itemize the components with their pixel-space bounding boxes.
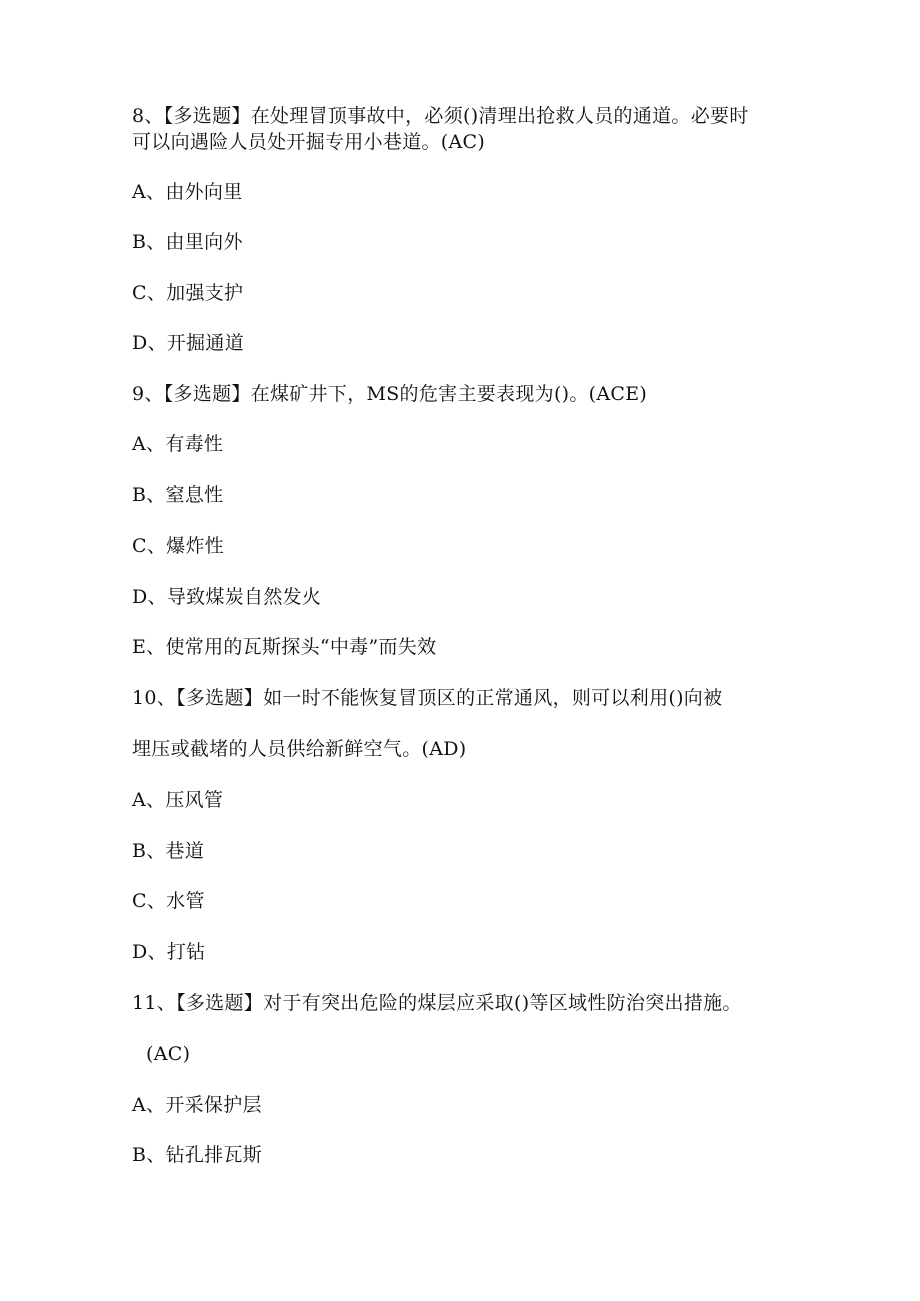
question-10-option-c: C、水管: [132, 890, 205, 912]
question-10-line-2: 埋压或截堵的人员供给新鲜空气。(AD): [132, 738, 467, 760]
question-11-option-b: B、钻孔排瓦斯: [132, 1144, 263, 1166]
question-8-option-b: B、由里向外: [132, 231, 243, 253]
question-9-option-a: A、有毒性: [132, 433, 224, 455]
question-8-option-d: D、开掘通道: [132, 332, 245, 354]
question-10-option-a: A、压风管: [132, 789, 224, 811]
question-11-line-1: 11、【多选题】对于有突出危险的煤层应采取()等区域性防治突出措施。: [132, 992, 742, 1014]
question-9-option-d: D、导致煤炭自然发火: [132, 586, 322, 608]
question-11-line-2: (AC): [146, 1043, 191, 1065]
question-9-option-e: E、使常用的瓦斯探头“中毒”而失效: [132, 636, 437, 658]
question-9-line-1: 9、【多选题】在煤矿井下，MS的危害主要表现为()。(ACE): [132, 383, 648, 405]
question-8-option-a: A、由外向里: [132, 181, 243, 203]
question-11-option-a: A、开采保护层: [132, 1094, 262, 1116]
question-10-option-b: B、巷道: [132, 840, 205, 862]
question-8-option-c: C、加强支护: [132, 282, 244, 304]
question-9-option-b: B、窒息性: [132, 484, 224, 506]
question-8-line-1: 8、【多选题】在处理冒顶事故中，必须()清理出抢救人员的通道。必要时: [132, 105, 749, 127]
question-10-line-1: 10、【多选题】如一时不能恢复冒顶区的正常通风，则可以利用()向被: [132, 687, 723, 709]
question-10-option-d: D、打钻: [132, 941, 206, 963]
question-8-line-2: 可以向遇险人员处开掘专用小巷道。(AC): [132, 131, 486, 153]
question-9-option-c: C、爆炸性: [132, 535, 225, 557]
